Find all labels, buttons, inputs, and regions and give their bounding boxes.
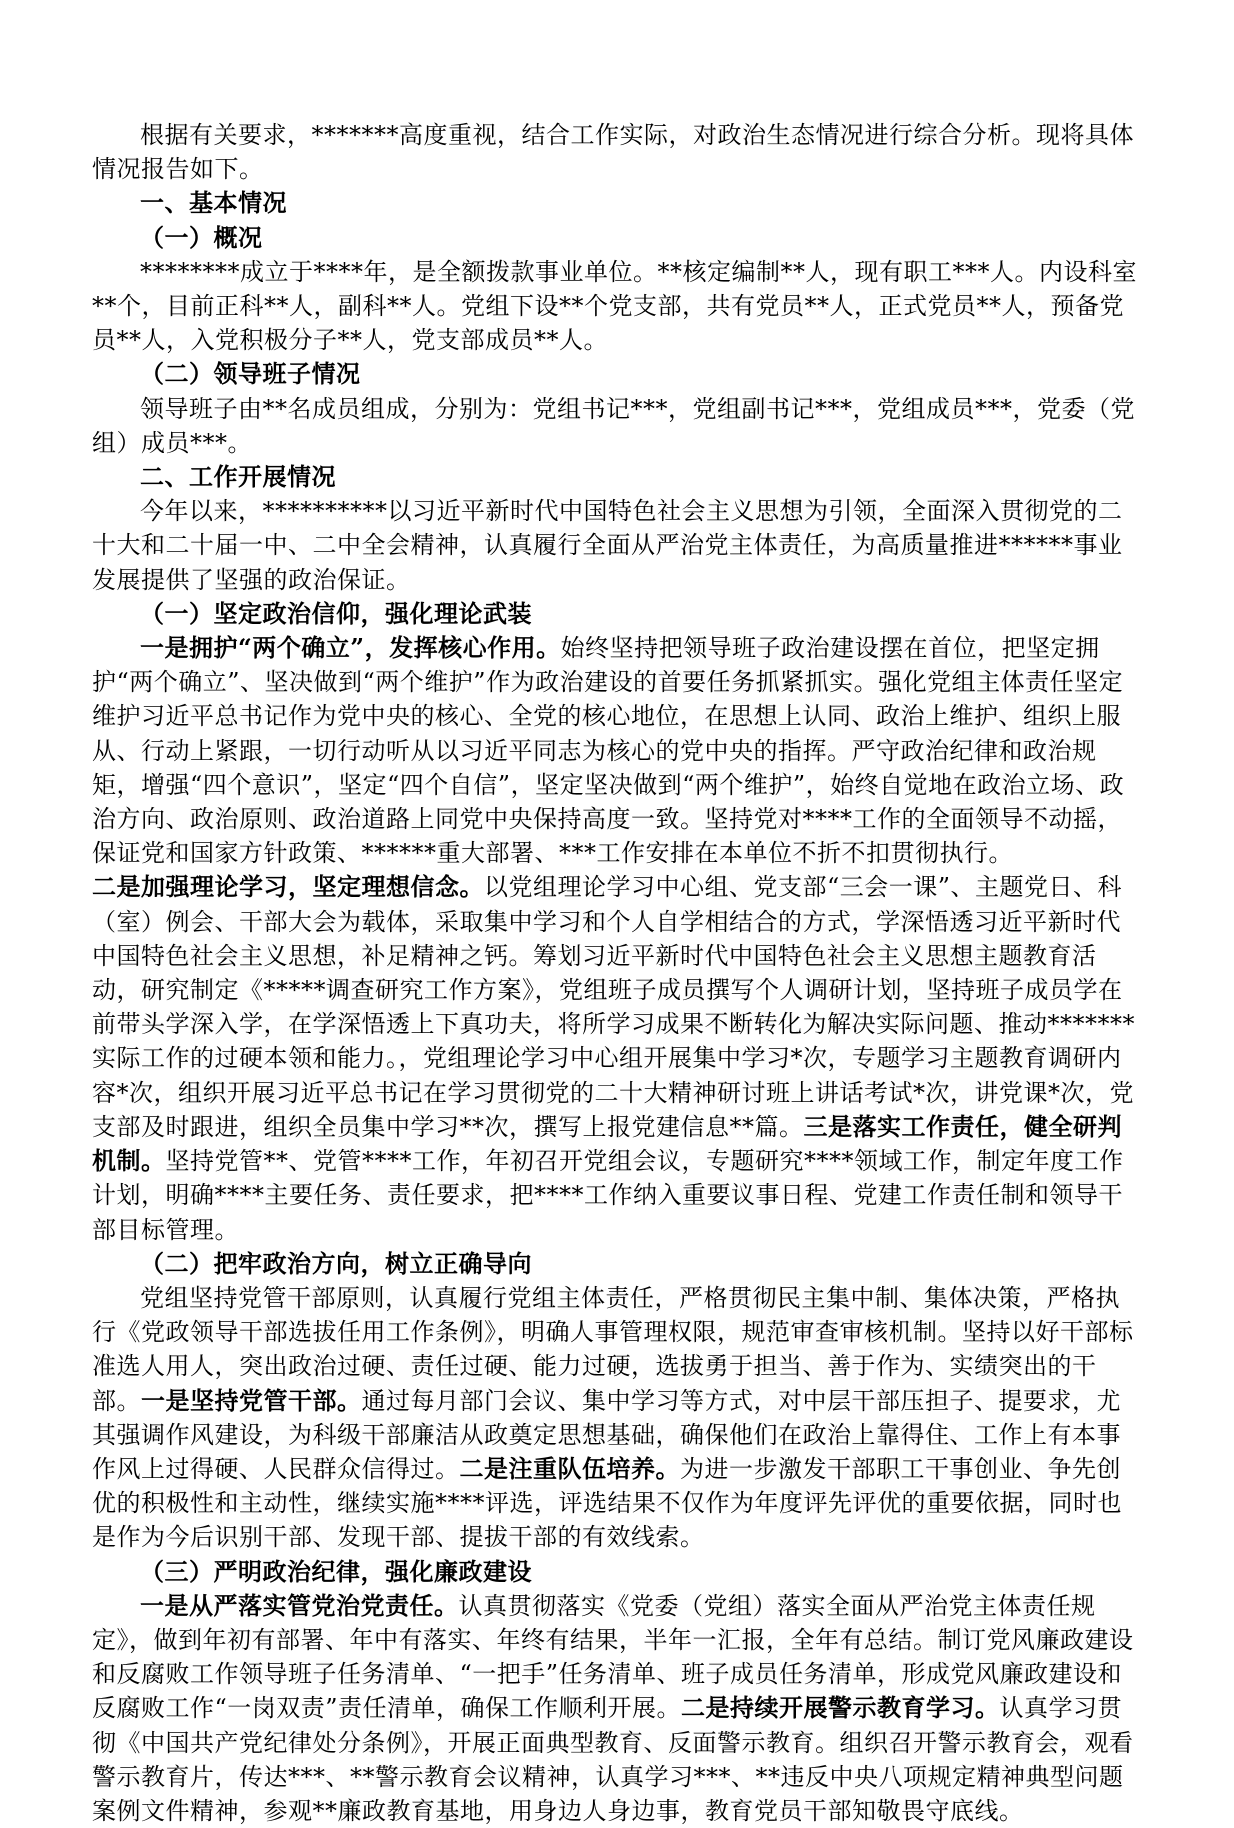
section-2-3-paragraph (92, 1589, 1142, 1828)
point-lead: 二是注重队伍培养。 (459, 1453, 680, 1483)
point-lead: 三是落实工作责任，健全研判机制。 (92, 1111, 1122, 1176)
point-text: 为进一步激发干部职工干事创业、争先创优的积极性和主动性，继续实施****评选，评选结果不仅作为年度评先评优的重要依据，同时也是作为今后识别干部、发现干部、提拔干部的有效线索。 (92, 1454, 1122, 1552)
point-lead: 一是从严落实管党治党责任。 (140, 1590, 459, 1620)
section-2-2-paragraph (92, 1281, 1142, 1555)
point-text: 通过每月部门会议、集中学习等方式，对中层干部压担子、提要求，尤其强调作风建设，为科级干部廉洁从政奠定思想基础，确保他们在政治上靠得住、工作上有本事作风上过得硬、人民群众信得过。 (92, 1386, 1121, 1483)
point-lead: 一是坚持党管干部。 (141, 1385, 362, 1415)
document-body (92, 118, 1142, 1828)
section-2-3-heading: （三）严明政治纪律，强化廉政建设 (140, 1556, 532, 1586)
section-2-1-point-2 (92, 870, 1142, 1246)
section-2-2-heading: （二）把牢政治方向，树立正确导向 (140, 1248, 532, 1278)
section-2-1-heading: （一）坚定政治信仰，强化理论武装 (140, 598, 532, 628)
point-lead: 一是拥护“两个确立”，发挥核心作用。 (140, 633, 561, 663)
point-text: 认真贯彻落实《党委（党组）落实全面从严治党主体责任规定》，做到年初有部署、年中有落实、年终有结果，半年一汇报，全年有总结。制订党风廉政建设和反腐败工作领导班子任务清单、“一把手”任务清单、班子成员任务清单，形成党风廉政建设和反腐败工作“一岗双责”责任清单，确保工作顺利开展。 (92, 1591, 1134, 1723)
point-lead: 二是持续开展警示教育学习。 (681, 1693, 1000, 1723)
section-2-intro-paragraph: 今年以来，**********以习近平新时代中国特色社会主义思想为引领，全面深入贯彻党的二十大和二十届一中、二中全会精神，认真履行全面从严治党主体责任，为高质量推进******事业发展提供了坚强的政治保证。 (92, 497, 1123, 594)
section-1-2-heading: （二）领导班子情况 (140, 359, 361, 389)
point-lead: 二是加强理论学习，坚定理想信念。 (92, 872, 484, 902)
intro-paragraph: 根据有关要求，*******高度重视，结合工作实际，对政治生态情况进行综合分析。现将具体情况报告如下。 (92, 121, 1134, 184)
section-1-1-heading: （一）概况 (140, 222, 263, 252)
section-1-1-paragraph: ********成立于****年，是全额拨款事业单位。**核定编制**人，现有职工***人。内设科室**个，目前正科**人，副科**人。党组下设**个党支部，共有党员**人，正式党员**人，预备党员**人，入党积极分子**人，党支部成员**人。 (92, 257, 1137, 355)
point-text: 始终坚持把领导班子政治建设摆在首位，把坚定拥护“两个确立”、坚决做到“两个维护”作为政治建设的首要任务抓紧抓实。强化党组主体责任坚定维护习近平总书记作为党中央的核心、全党的核心地位，在思想上认同、政治上维护、组织上服从、行动上紧跟，一切行动听从以习近平同志为核心的党中央的指挥。严守政治纪律和政治规矩，增强“四个意识”，坚定“四个自信”，坚定坚决做到“两个维护”，始终自觉地在政治立场、政治方向、政治原则、政治道路上同党中央保持高度一致。坚持党对****工作的全面领导不动摇，保证党和国家方针政策、******重大部署、***工作安排在本单位不折不扣贯彻执行。 (92, 634, 1125, 868)
point-text: 坚持党管**、党管****工作，年初召开党组会议，专题研究****领域工作，制定年度工作计划，明确****主要任务、责任要求，把****工作纳入重要议事日程、党建工作责任制和领导干部目标管理。 (92, 1147, 1124, 1244)
section-1-heading: 一、基本情况 (140, 188, 287, 218)
paragraph-text: 党组坚持党管干部原则，认真履行党组主体责任，严格贯彻民主集中制、集体决策，严格执行《党政领导干部选拔任用工作条例》，明确人事管理权限，规范审查审核机制。坚持以好干部标准选人用人，突出政治过硬、责任过硬、能力过硬，选拔勇于担当、善于作为、实绩突出的干部。 (92, 1283, 1134, 1415)
section-2-heading: 二、工作开展情况 (140, 462, 336, 492)
section-1-2-paragraph: 领导班子由**名成员组成，分别为：党组书记***，党组副书记***，党组成员***，党委（党组）成员***。 (92, 394, 1135, 457)
section-2-1-point-1 (92, 631, 1142, 870)
point-text: 认真学习贯彻《中国共产党纪律处分条例》，开展正面典型教育、反面警示教育。组织召开警示教育会，观看警示教育片，传达***、**警示教育会议精神，认真学习***、**违反中央八项规定精神典型问题案例文件精神，参观**廉政教育基地，用身边人身边事，教育党员干部知敬畏守底线。 (92, 1694, 1134, 1825)
point-text: 以党组理论学习中心组、党支部“三会一课”、主题党日、科（室）例会、干部大会为载体，采取集中学习和个人自学相结合的方式，学深悟透习近平新时代中国特色社会主义思想，补足精神之钙。筹划习近平新时代中国特色社会主义思想主题教育活动，研究制定《*****调查研究工作方案》，党组班子成员撰写个人调研计划，坚持班子成员学在前带头学深入学，在学深悟透上下真功夫，将所学习成果不断转化为解决实际问题、推动*******实际工作的过硬本领和能力。，党组理论学习中心组开展集中学习*次，专题学习主题教育调研内容*次，组织开展习近平总书记在学习贯彻党的二十大精神研讨班上讲话考试*次，讲党课*次，党支部及时跟进，组织全员集中学习**次，撰写上报党建信息**篇。 (92, 873, 1135, 1141)
